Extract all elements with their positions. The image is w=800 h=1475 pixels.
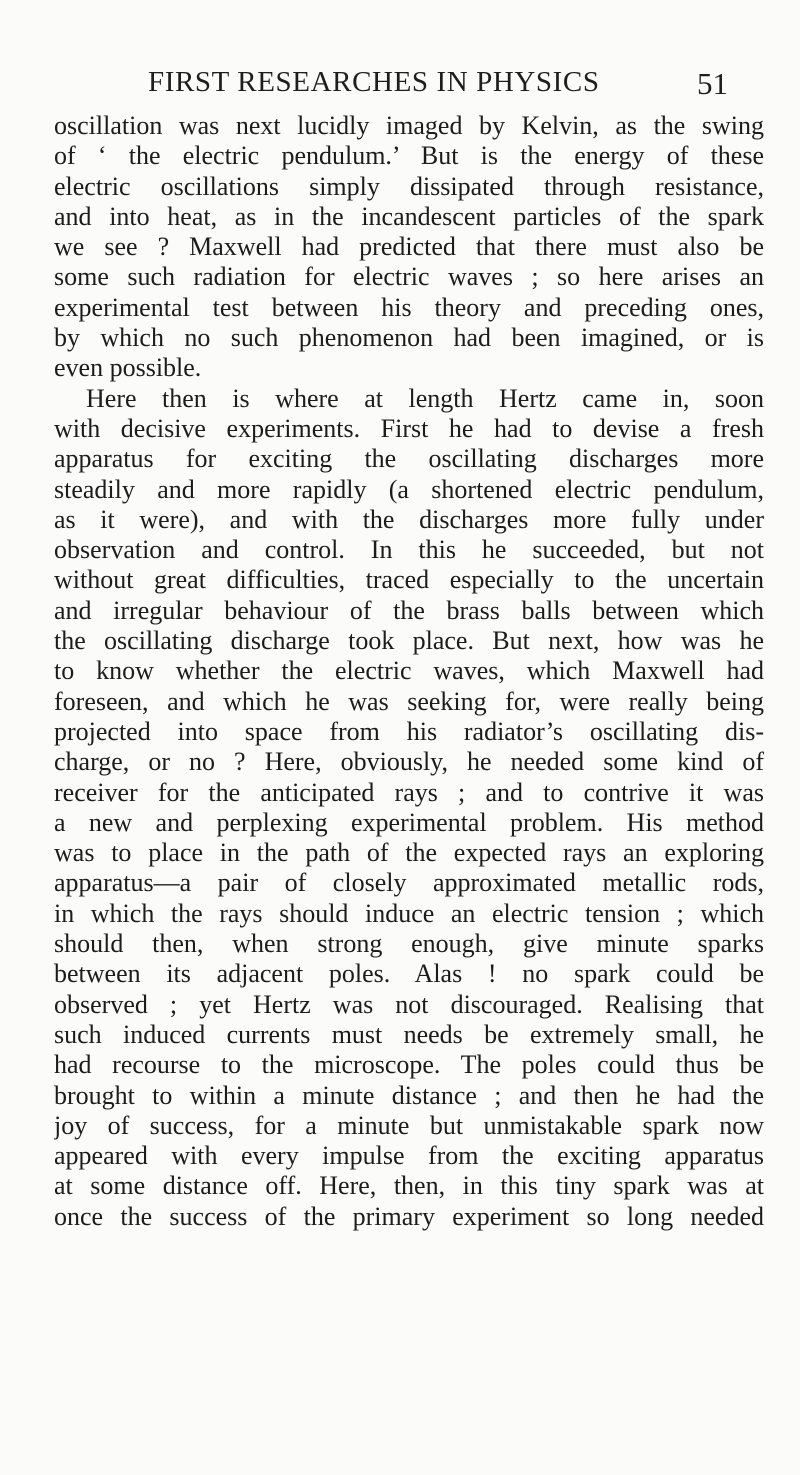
text-line: apparatus—a pair of closely approximated metallic rods, [54,868,764,898]
text-line: had recourse to the microscope. The poles could thus be [54,1050,764,1080]
text-line: observed ; yet Hertz was not discouraged. Realising that [54,989,764,1019]
text-line: by which no such phenomenon had been imagined, or is [54,323,764,353]
text-line: appeared with every impulse from the exciting apparatus [54,1141,764,1171]
text-line: some such radiation for electric waves ; so here arises an [54,262,764,292]
text-line: observation and control. In this he succeeded, but not [54,535,764,565]
text-line: receiver for the anticipated rays ; and to contrive it was [54,777,764,807]
text-line: experimental test between his theory and preceding ones, [54,292,764,322]
text-line: joy of success, for a minute but unmistakable spark now [54,1110,764,1140]
text-line: to know whether the electric waves, which Maxwell had [54,656,764,686]
paragraph-start-line: Here then is where at length Hertz came in, soon [86,383,764,413]
text-line: once the success of the primary experiment so long needed [54,1201,764,1231]
text-line: with decisive experiments. First he had to devise a fresh [54,413,764,443]
text-line: should then, when strong enough, give minute sparks [54,929,764,959]
paragraph-end-line: even possible. [54,353,202,383]
text-line: projected into space from his radiator’s oscillating dis- [54,716,764,746]
text-line: brought to within a minute distance ; and then he had the [54,1080,764,1110]
text-line: was to place in the path of the expected rays an exploring [54,838,764,868]
text-line: and into heat, as in the incandescent particles of the spark [54,201,764,231]
text-line: electric oscillations simply dissipated through resistance, [54,171,764,201]
body-text [54,111,764,1232]
text-line: such induced currents must needs be extremely small, he [54,1019,764,1049]
page-number: 51 [697,66,728,101]
text-line: between its adjacent poles. Alas ! no spark could be [54,959,764,989]
text-line: as it were), and with the discharges more fully under [54,504,764,534]
text-line: foreseen, and which he was seeking for, were really being [54,686,764,716]
text-line: oscillation was next lucidly imaged by Kelvin, as the swing [54,111,764,140]
text-line: in which the rays should induce an electric tension ; which [54,898,764,928]
text-line: at some distance off. Here, then, in this tiny spark was at [54,1171,764,1201]
text-line: a new and perplexing experimental problem. His method [54,807,764,837]
text-line: steadily and more rapidly (a shortened electric pendulum, [54,474,764,504]
text-line: of ‘ the electric pendulum.’ But is the energy of these [54,141,764,171]
text-line: without great difficulties, traced especially to the uncertain [54,565,764,595]
text-line: and irregular behaviour of the brass balls between which [54,595,764,625]
running-head: FIRST RESEARCHES IN PHYSICS [148,66,600,98]
text-line: we see ? Maxwell had predicted that there must also be [54,232,764,262]
text-line: apparatus for exciting the oscillating discharges more [54,444,764,474]
text-line: charge, or no ? Here, obviously, he needed some kind of [54,747,764,777]
text-line: the oscillating discharge took place. But next, how was he [54,626,764,656]
